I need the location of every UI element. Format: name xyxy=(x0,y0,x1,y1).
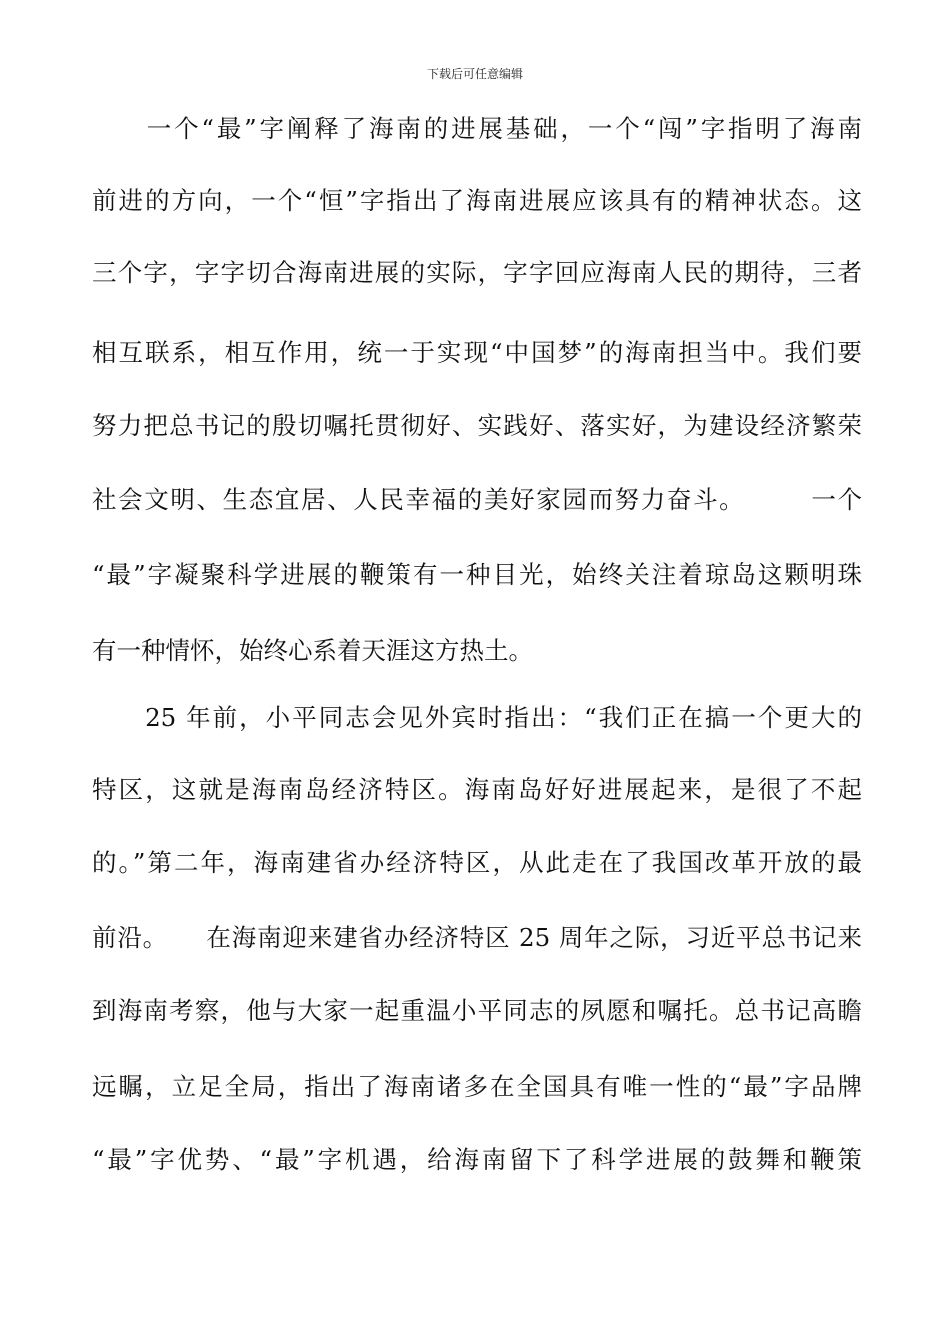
body-text-line: 25 年前，小平同志会见外宾时指出：“我们正在搞一个更大的 xyxy=(92,703,862,732)
body-text-line: 有一种情怀，始终心系着天涯这方热土。 xyxy=(92,636,533,665)
body-text-line: 的。”第二年，海南建省办经济特区，从此走在了我国改革开放的最 xyxy=(92,848,862,877)
body-text-line: 社会文明、生态宜居、人民幸福的美好家园而努力奋斗。 一个 xyxy=(92,485,862,514)
body-text-line: 到海南考察，他与大家一起重温小平同志的夙愿和嘱托。总书记高瞻 xyxy=(92,996,862,1025)
body-text-line: 前进的方向，一个“恒”字指出了海南进展应该具有的精神状态。这 xyxy=(92,186,862,215)
body-text-line: 前沿。 在海南迎来建省办经济特区 25 周年之际，习近平总书记来 xyxy=(92,923,862,952)
body-text-line: 远瞩，立足全局，指出了海南诸多在全国具有唯一性的“最”字品牌 xyxy=(92,1072,862,1101)
body-text-line: 相互联系，相互作用，统一于实现“中国梦”的海南担当中。我们要 xyxy=(92,338,862,367)
body-text-line: “最”字优势、“最”字机遇，给海南留下了科学进展的鼓舞和鞭策 xyxy=(92,1145,862,1174)
body-text-line: 特区，这就是海南岛经济特区。海南岛好好进展起来，是很了不起 xyxy=(92,775,862,804)
body-text-line: 三个字，字字切合海南进展的实际，字字回应海南人民的期待，三者 xyxy=(92,258,862,287)
body-text-line: 努力把总书记的殷切嘱托贯彻好、实践好、落实好，为建设经济繁荣 xyxy=(92,411,862,440)
page-header: 下载后可任意编辑 xyxy=(426,67,523,81)
body-text-line: “最”字凝聚科学进展的鞭策有一种目光，始终关注着琼岛这颗明珠 xyxy=(92,560,862,589)
body-text-line: 一个“最”字阐释了海南的进展基础，一个“闯”字指明了海南 xyxy=(92,114,862,143)
